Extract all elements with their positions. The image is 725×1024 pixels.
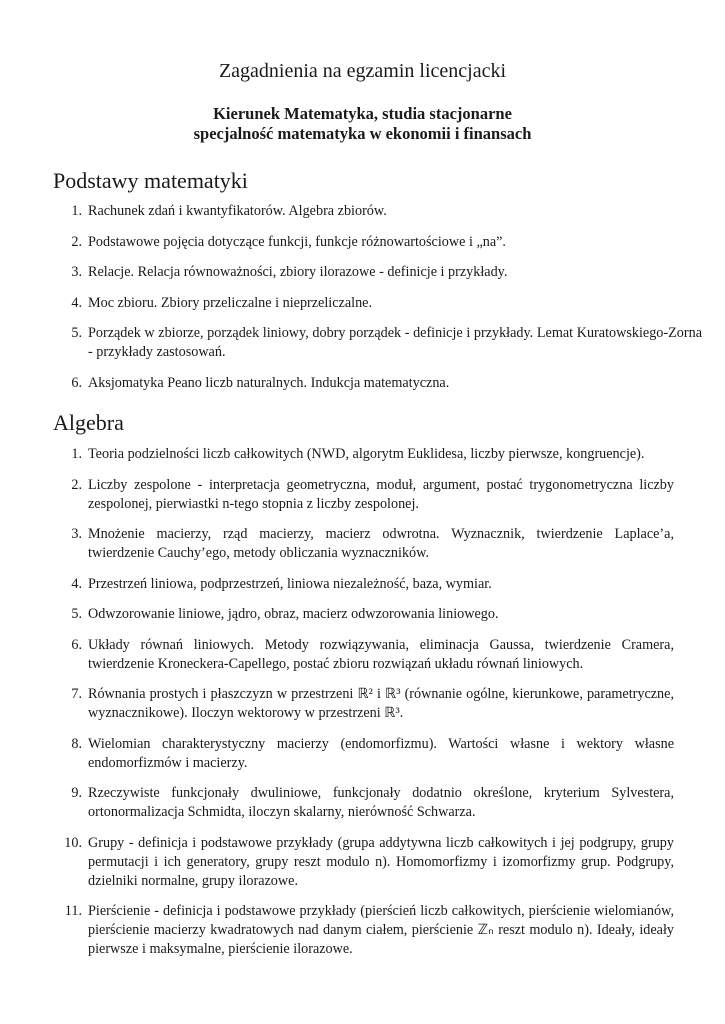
- item-text: Teoria podzielności liczb całkowitych (NWD, algorytm Euklidesa, liczby pierwsze, kongruencje).: [88, 446, 645, 462]
- item-number: 2.: [71, 233, 82, 250]
- section-title-algebra: Algebra: [53, 410, 124, 435]
- section-title-podstawy: Podstawy matematyki: [53, 168, 248, 193]
- topic-list-podstawy: [53, 202, 702, 404]
- item-number: 9.: [71, 785, 82, 801]
- list-item: [53, 263, 674, 282]
- item-number: 1.: [71, 446, 82, 462]
- item-number: 7.: [71, 686, 82, 702]
- item-number: 4.: [71, 575, 82, 592]
- document-subtitle: [0, 104, 725, 144]
- list-item: [53, 735, 674, 773]
- item-number: 6.: [71, 636, 82, 653]
- item-number: 5.: [71, 606, 82, 622]
- list-item: [53, 294, 674, 313]
- item-text: Wielomian charakterystyczny macierzy (endomorfizmu). Wartości własne i wektory własne endomorfizmów i macierzy.: [88, 735, 674, 771]
- list-item: [53, 834, 674, 891]
- item-text: Układy równań liniowych. Metody rozwiązywania, eliminacja Gaussa, twierdzenie Cramera, twierdzenie Kroneckera-Capellego, postać zbioru rozwiązań układu równań liniowych.: [88, 636, 674, 672]
- item-number: 2.: [71, 476, 82, 493]
- list-item: [53, 575, 674, 594]
- list-item: [53, 636, 674, 674]
- item-number: 3.: [71, 526, 82, 542]
- item-number: 8.: [71, 735, 82, 752]
- topic-list-algebra: [53, 445, 674, 971]
- list-item: [53, 445, 674, 464]
- item-text: Przestrzeń liniowa, podprzestrzeń, liniowa niezależność, baza, wymiar.: [88, 575, 492, 592]
- item-number: 3.: [71, 264, 82, 280]
- list-item: [53, 476, 674, 514]
- item-text: Rachunek zdań i kwantyfikatorów. Algebra zbiorów.: [88, 203, 387, 219]
- item-number: 1.: [71, 203, 82, 219]
- list-item: [53, 525, 674, 563]
- list-item: [53, 902, 674, 959]
- item-text: Relacje. Relacja równoważności, zbiory ilorazowe - definicje i przykłady.: [88, 264, 508, 280]
- item-number: 10.: [64, 834, 82, 851]
- list-item: [53, 784, 674, 822]
- item-text: Pierścienie - definicja i podstawowe przykłady (pierścień liczb całkowitych, pierścienie wielomianów, pierścienie macierzy kwadratowych nad danym ciałem, pierścienie ℤₙ reszt modulo n). Ideały, ideały pierwsze i maksymalne, pierścienie ilorazowe.: [88, 903, 674, 957]
- item-number: 6.: [71, 374, 82, 391]
- item-text: Grupy - definicja i podstawowe przykłady (grupa addytywna liczb całkowitych i jej podgrupy, grupy permutacji i ich generatory, grupy reszt modulo n). Homomorfizmy i izomorfizmy grup. Podgrupy, dzielniki normalne, grupy ilorazowe.: [88, 834, 674, 889]
- item-text: Podstawowe pojęcia dotyczące funkcji, funkcje różnowartościowe i „na”.: [88, 233, 506, 250]
- subtitle-line-2: specjalność matematyka w ekonomii i finansach: [193, 124, 532, 143]
- item-number: 5.: [71, 325, 82, 341]
- list-item: [53, 374, 674, 393]
- list-item: [53, 202, 674, 221]
- list-item: [53, 324, 702, 362]
- list-item: [53, 685, 674, 723]
- subtitle-line-1: Kierunek Matematyka, studia stacjonarne: [213, 104, 512, 123]
- item-text: Równania prostych i płaszczyzn w przestrzeni ℝ² i ℝ³ (równanie ogólne, kierunkowe, parametryczne, wyznacznikowe). Iloczyn wektorowy w przestrzeni ℝ³.: [88, 686, 674, 721]
- document-title: Zagadnienia na egzamin licencjacki: [218, 60, 507, 82]
- item-text: Aksjomatyka Peano liczb naturalnych. Indukcja matematyczna.: [88, 374, 450, 391]
- list-item: [53, 233, 674, 252]
- item-number: 4.: [71, 294, 82, 311]
- item-text: Porządek w zbiorze, porządek liniowy, dobry porządek - definicje i przykłady. Lemat Kuratowskiego-Zorna - przykłady zastosowań.: [88, 325, 702, 360]
- item-number: 11.: [64, 903, 82, 919]
- item-text: Odwzorowanie liniowe, jądro, obraz, macierz odwzorowania liniowego.: [88, 606, 499, 622]
- item-text: Liczby zespolone - interpretacja geometryczna, moduł, argument, postać trygonometryczna liczby zespolonej, pierwiastki n-tego stopnia z liczby zespolonej.: [88, 476, 674, 512]
- list-item: [53, 605, 674, 624]
- item-text: Rzeczywiste funkcjonały dwuliniowe, funkcjonały dodatnio określone, kryterium Sylvestera, ortonormalizacja Schmidta, iloczyn skalarny, nierówność Schwarza.: [88, 785, 674, 820]
- item-text: Mnożenie macierzy, rząd macierzy, macierz odwrotna. Wyznacznik, twierdzenie Laplace’a, twierdzenie Cauchy’ego, metody obliczania wyznaczników.: [88, 526, 674, 561]
- item-text: Moc zbioru. Zbiory przeliczalne i nieprzeliczalne.: [88, 294, 373, 311]
